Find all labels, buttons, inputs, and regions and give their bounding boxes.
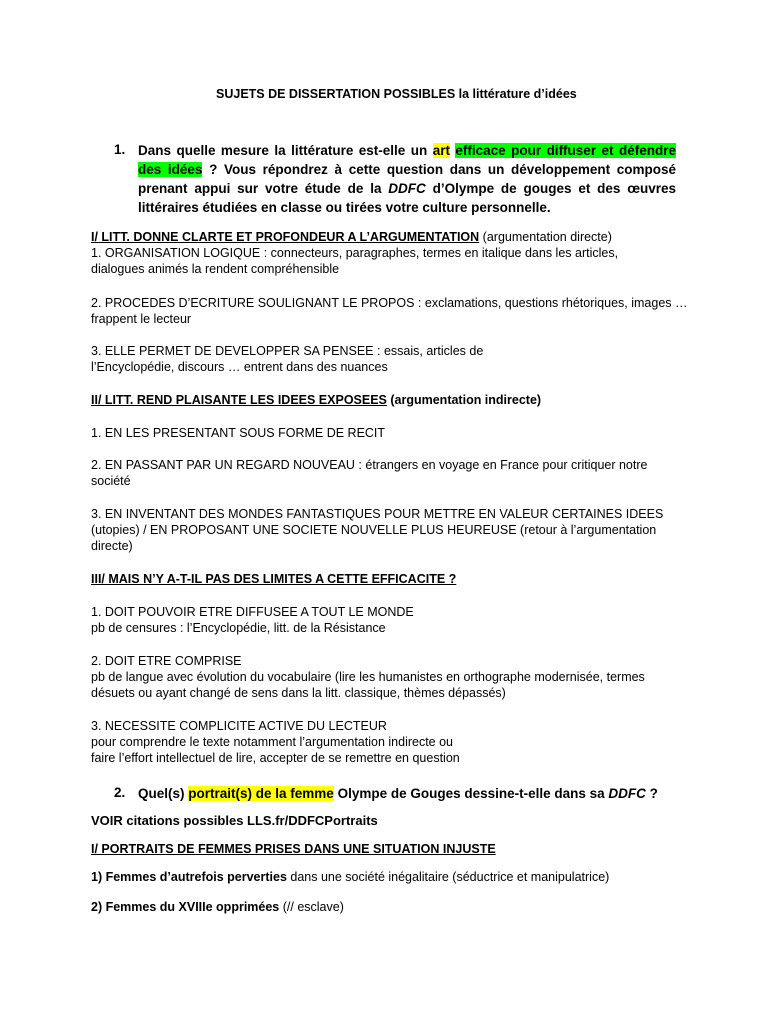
section-4-item-2: 2) Femmes du XVIIIe opprimées (// esclave)	[91, 900, 344, 914]
section-4-item-1: 1) Femmes d’autrefois perverties dans une société inégalitaire (séductrice et manipulatrice)	[91, 870, 610, 884]
citations-link-text: VOIR citations possibles LLS.fr/DDFCPortraits	[91, 813, 378, 828]
section-1-item-3-line-2: l’Encyclopédie, discours … entrent dans des nuances	[91, 360, 388, 374]
section-3-item-2-line-2: pb de langue avec évolution du vocabulaire (lire les humanistes en orthographe modernisée, termes	[91, 670, 645, 684]
section-2-item-2-line-2: société	[91, 474, 131, 488]
section-heading-4: I/ PORTRAITS DE FEMMES PRISES DANS UNE SITUATION INJUSTE	[91, 842, 496, 856]
section-3-item-1-line-1: 1. DOIT POUVOIR ETRE DIFFUSEE A TOUT LE MONDE	[91, 605, 414, 619]
section-1-item-1-line-2: dialogues animés la rendent compréhensible	[91, 262, 340, 276]
section-2-item-2-line-1: 2. EN PASSANT PAR UN REGARD NOUVEAU : étrangers en voyage en France pour critiquer notre	[91, 458, 648, 472]
section-3-item-2-line-3: désuets ou ayant changé de sens dans la litt. classique, thèmes dépassés)	[91, 686, 506, 700]
section-2-item-1: 1. EN LES PRESENTANT SOUS FORME DE RECIT	[91, 426, 386, 440]
section-heading-3: III/ MAIS N’Y A-T-IL PAS DES LIMITES A CETTE EFFICACITE ?	[91, 572, 457, 586]
section-3-item-3-line-2: pour comprendre le texte notamment l’argumentation indirecte ou	[91, 735, 454, 749]
highlight-des-idees: des idées	[138, 162, 203, 177]
section-3-item-3-line-3: faire l’effort intellectuel de lire, accepter de se remettre en question	[91, 751, 460, 765]
section-heading-1: I/ LITT. DONNE CLARTE ET PROFONDEUR A L’ARGUMENTATION (argumentation directe)	[91, 230, 612, 244]
section-2-item-3-line-3: directe)	[91, 539, 133, 553]
question-2-text: Quel(s) portrait(s) de la femme Olympe de Gouges dessine-t-elle dans sa DDFC ?	[138, 786, 658, 801]
section-heading-2: II/ LITT. REND PLAISANTE LES IDEES EXPOSEES (argumentation indirecte)	[91, 393, 542, 407]
section-1-item-3-line-1: 3. ELLE PERMET DE DEVELOPPER SA PENSEE : essais, articles de	[91, 344, 484, 358]
question-1-text: Dans quelle mesure la littérature est-elle un art efficace pour diffuser et défendre des idées ? Vous répondrez à cette question dans un développement composé prenant appui sur votre étude de la DDFC d’Olympe de gouges et des œuvres littéraires étudiées en classe ou tirées votre culture personnelle.	[138, 143, 676, 215]
section-3-item-2-line-1: 2. DOIT ETRE COMPRISE	[91, 654, 242, 668]
section-2-item-3-line-1: 3. EN INVENTANT DES MONDES FANTASTIQUES POUR METTRE EN VALEUR CERTAINES IDEES	[91, 507, 664, 521]
section-3-item-3-line-1: 3. NECESSITE COMPLICITE ACTIVE DU LECTEUR	[91, 719, 387, 733]
section-1-item-2-line-2: frappent le lecteur	[91, 312, 192, 326]
question-2-number: 2.	[114, 785, 126, 800]
highlight-portraits: portrait(s) de la femme	[188, 786, 334, 801]
section-1-item-2-line-1: 2. PROCEDES D’ECRITURE SOULIGNANT LE PROPOS : exclamations, questions rhétoriques, images …	[91, 296, 688, 310]
question-1-number: 1.	[114, 142, 126, 157]
highlight-efficace: efficace pour diffuser et défendre	[455, 143, 676, 158]
section-2-item-3-line-2: (utopies) / EN PROPOSANT UNE SOCIETE NOUVELLE PLUS HEUREUSE (retour à l’argumentation	[91, 523, 657, 537]
section-1-item-1-line-1: 1. ORGANISATION LOGIQUE : connecteurs, paragraphes, termes en italique dans les articles,	[91, 246, 619, 260]
document-title: SUJETS DE DISSERTATION POSSIBLES la littérature d’idées	[216, 87, 577, 101]
highlight-art: art	[432, 143, 450, 158]
section-3-item-1-line-2: pb de censures : l’Encyclopédie, litt. de la Résistance	[91, 621, 386, 635]
